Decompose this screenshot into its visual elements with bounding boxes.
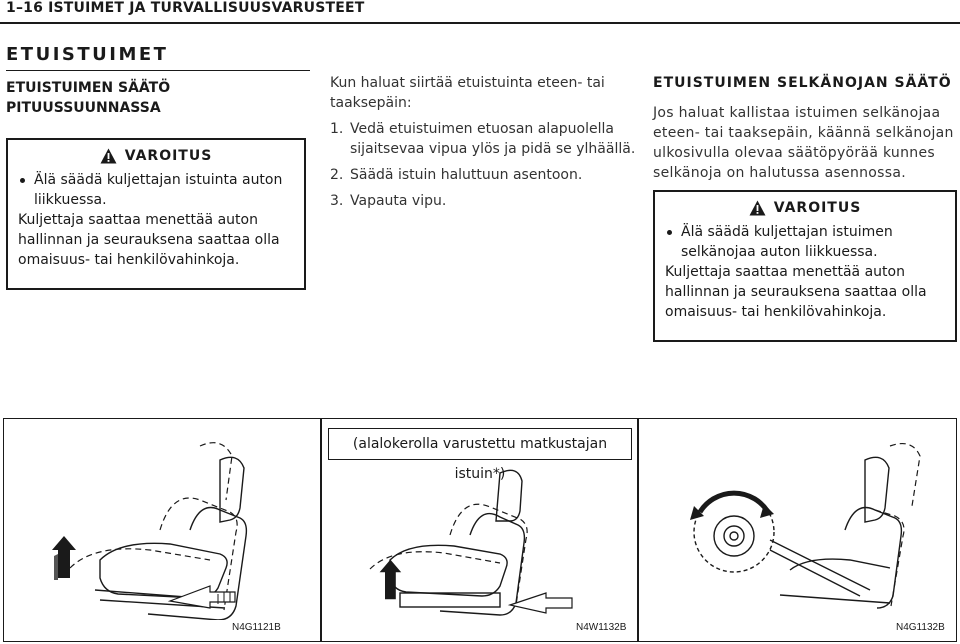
warning-title: VAROITUS bbox=[773, 200, 862, 216]
rotation-arrow-icon bbox=[700, 493, 768, 512]
warning-bullet: Älä säädä kuljettajan istuimen selkänojaa auton liikkuessa. bbox=[665, 222, 947, 262]
lift-arrow-icon bbox=[380, 560, 402, 600]
step-item: 3. Vapauta vipu. bbox=[330, 193, 447, 209]
warning-body bbox=[655, 216, 955, 322]
step-item: 1. Vedä etuistuimen etuosan alapuolella sijaitsevaa vipua ylös ja pidä se ylhäällä. bbox=[330, 121, 636, 157]
seat-slide-illustration bbox=[40, 440, 310, 620]
warning-text: Kuljettaja saattaa menettää auton hallinnan ja seurauksena saattaa olla omaisuus- tai henkilövahinkoja. bbox=[665, 264, 927, 320]
header-rule bbox=[0, 22, 960, 24]
warning-title: VAROITUS bbox=[124, 148, 213, 164]
passenger-seat-illustration bbox=[350, 465, 620, 620]
warning-header bbox=[8, 148, 304, 164]
headrest-shape bbox=[220, 457, 244, 522]
warning-box-right bbox=[653, 190, 957, 342]
lift-arrow-icon bbox=[52, 536, 76, 580]
step-item: 2. Säädä istuin haluttuun asentoon. bbox=[330, 167, 583, 183]
page-header-title: 1–16 ISTUIMET JA TURVALLISUUSVARUSTEET bbox=[6, 0, 365, 16]
headrest-shape bbox=[865, 457, 889, 522]
steps-list bbox=[330, 119, 640, 211]
middle-column bbox=[330, 73, 640, 217]
figure-code: N4W1132B bbox=[576, 622, 627, 633]
warning-triangle-icon bbox=[749, 200, 766, 216]
section-rule bbox=[6, 70, 310, 71]
figure-divider bbox=[320, 419, 322, 641]
intro-text: Kun haluat siirtää etuistuinta eteen- tai taaksepäin: bbox=[330, 75, 605, 111]
knob-outer bbox=[714, 516, 754, 556]
backrest-shape bbox=[440, 514, 524, 615]
figure-code: N4G1132B bbox=[896, 622, 945, 633]
backrest-title: ETUISTUIMEN SELKÄNOJAN SÄÄTÖ bbox=[653, 75, 952, 91]
figure-code: N4G1121B bbox=[232, 622, 281, 633]
figure-caption: (alalokerolla varustettu matkustajan istuin*) bbox=[328, 428, 632, 460]
warning-header bbox=[655, 200, 955, 216]
warning-box-left bbox=[6, 138, 306, 290]
headrest-shape bbox=[496, 470, 522, 521]
figure-divider bbox=[637, 419, 639, 641]
section-title: ETUISTUIMET bbox=[6, 44, 169, 65]
warning-bullet: Älä säädä kuljettajan istuinta auton liikkuessa. bbox=[18, 170, 296, 210]
warning-triangle-icon bbox=[100, 148, 117, 164]
recline-knob-illustration bbox=[660, 440, 950, 620]
warning-body bbox=[8, 164, 304, 270]
warning-text: Kuljettaja saattaa menettää auton hallinnan ja seurauksena saattaa olla omaisuus- tai henkilövahinkoja. bbox=[18, 212, 280, 268]
slide-arrow-icon bbox=[510, 593, 572, 613]
storage-drawer-shape bbox=[400, 593, 500, 607]
subsection-title: ETUISTUIMEN SÄÄTÖ PITUUSSUUNNASSA bbox=[6, 80, 171, 116]
backrest-text: Jos haluat kallistaa istuimen selkänojaa eteen- tai taaksepäin, käännä selkänojan ulkosivulla olevaa säätöpyörää kunnes selkänoja on halutussa asennossa. bbox=[653, 105, 954, 181]
